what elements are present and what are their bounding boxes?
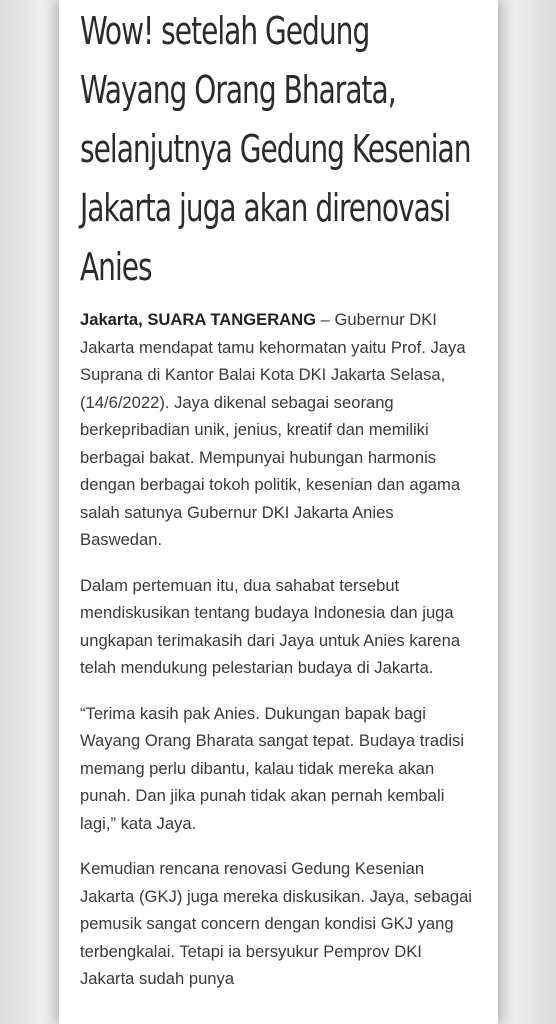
- article-paragraph-2: Dalam pertemuan itu, dua sahabat tersebut mendiskusikan tentang budaya Indonesia dan juga ungkapan terimakasih dari Jaya untuk Anies karena telah mendukung pelestarian budaya di Jakarta.: [80, 575, 461, 677]
- article-card: [59, 0, 498, 1024]
- article-paragraph-3: “Terima kasih pak Anies. Dukungan bapak bagi Wayang Orang Bharata sangat tepat. Budaya tradisi memang perlu dibantu, kalau tidak mereka akan punah. Dan jika punah tidak akan pernah kembali lagi,” kata Jaya.: [80, 703, 465, 833]
- article-dateline: Jakarta, SUARA TANGERANG: [80, 310, 317, 329]
- article-paragraph-1: [80, 306, 475, 554]
- article-paragraph-4: Kemudian rencana renovasi Gedung Kesenian Jakarta (GKJ) juga mereka diskusikan. Jaya, sebagai pemusik sangat concern dengan kondisi GKJ yang terbengkalai. Tetapi ia bersyukur Pemprov DKI Jakarta sudah punya: [80, 859, 472, 988]
- article-paragraph-1-text: – Gubernur DKI Jakarta mendapat tamu kehormatan yaitu Prof. Jaya Suprana di Kantor Balai Kota DKI Jakarta Selasa, (14/6/2022). Jaya dikenal sebagai seorang berkepribadian unik, jenius, kreatif dan memiliki berbagai bakat. Mempunyai hubungan harmonis dengan berbagai tokoh politik, kesenian dan agama salah satunya Gubernur DKI Jakarta Anies Baswedan.: [80, 310, 466, 549]
- article-content: [80, 0, 480, 993]
- article-title: Wow! setelah Gedung Wayang Orang Bharata, selanjutnya Gedung Kesenian Jakarta juga akan direnovasi Anies: [80, 9, 471, 289]
